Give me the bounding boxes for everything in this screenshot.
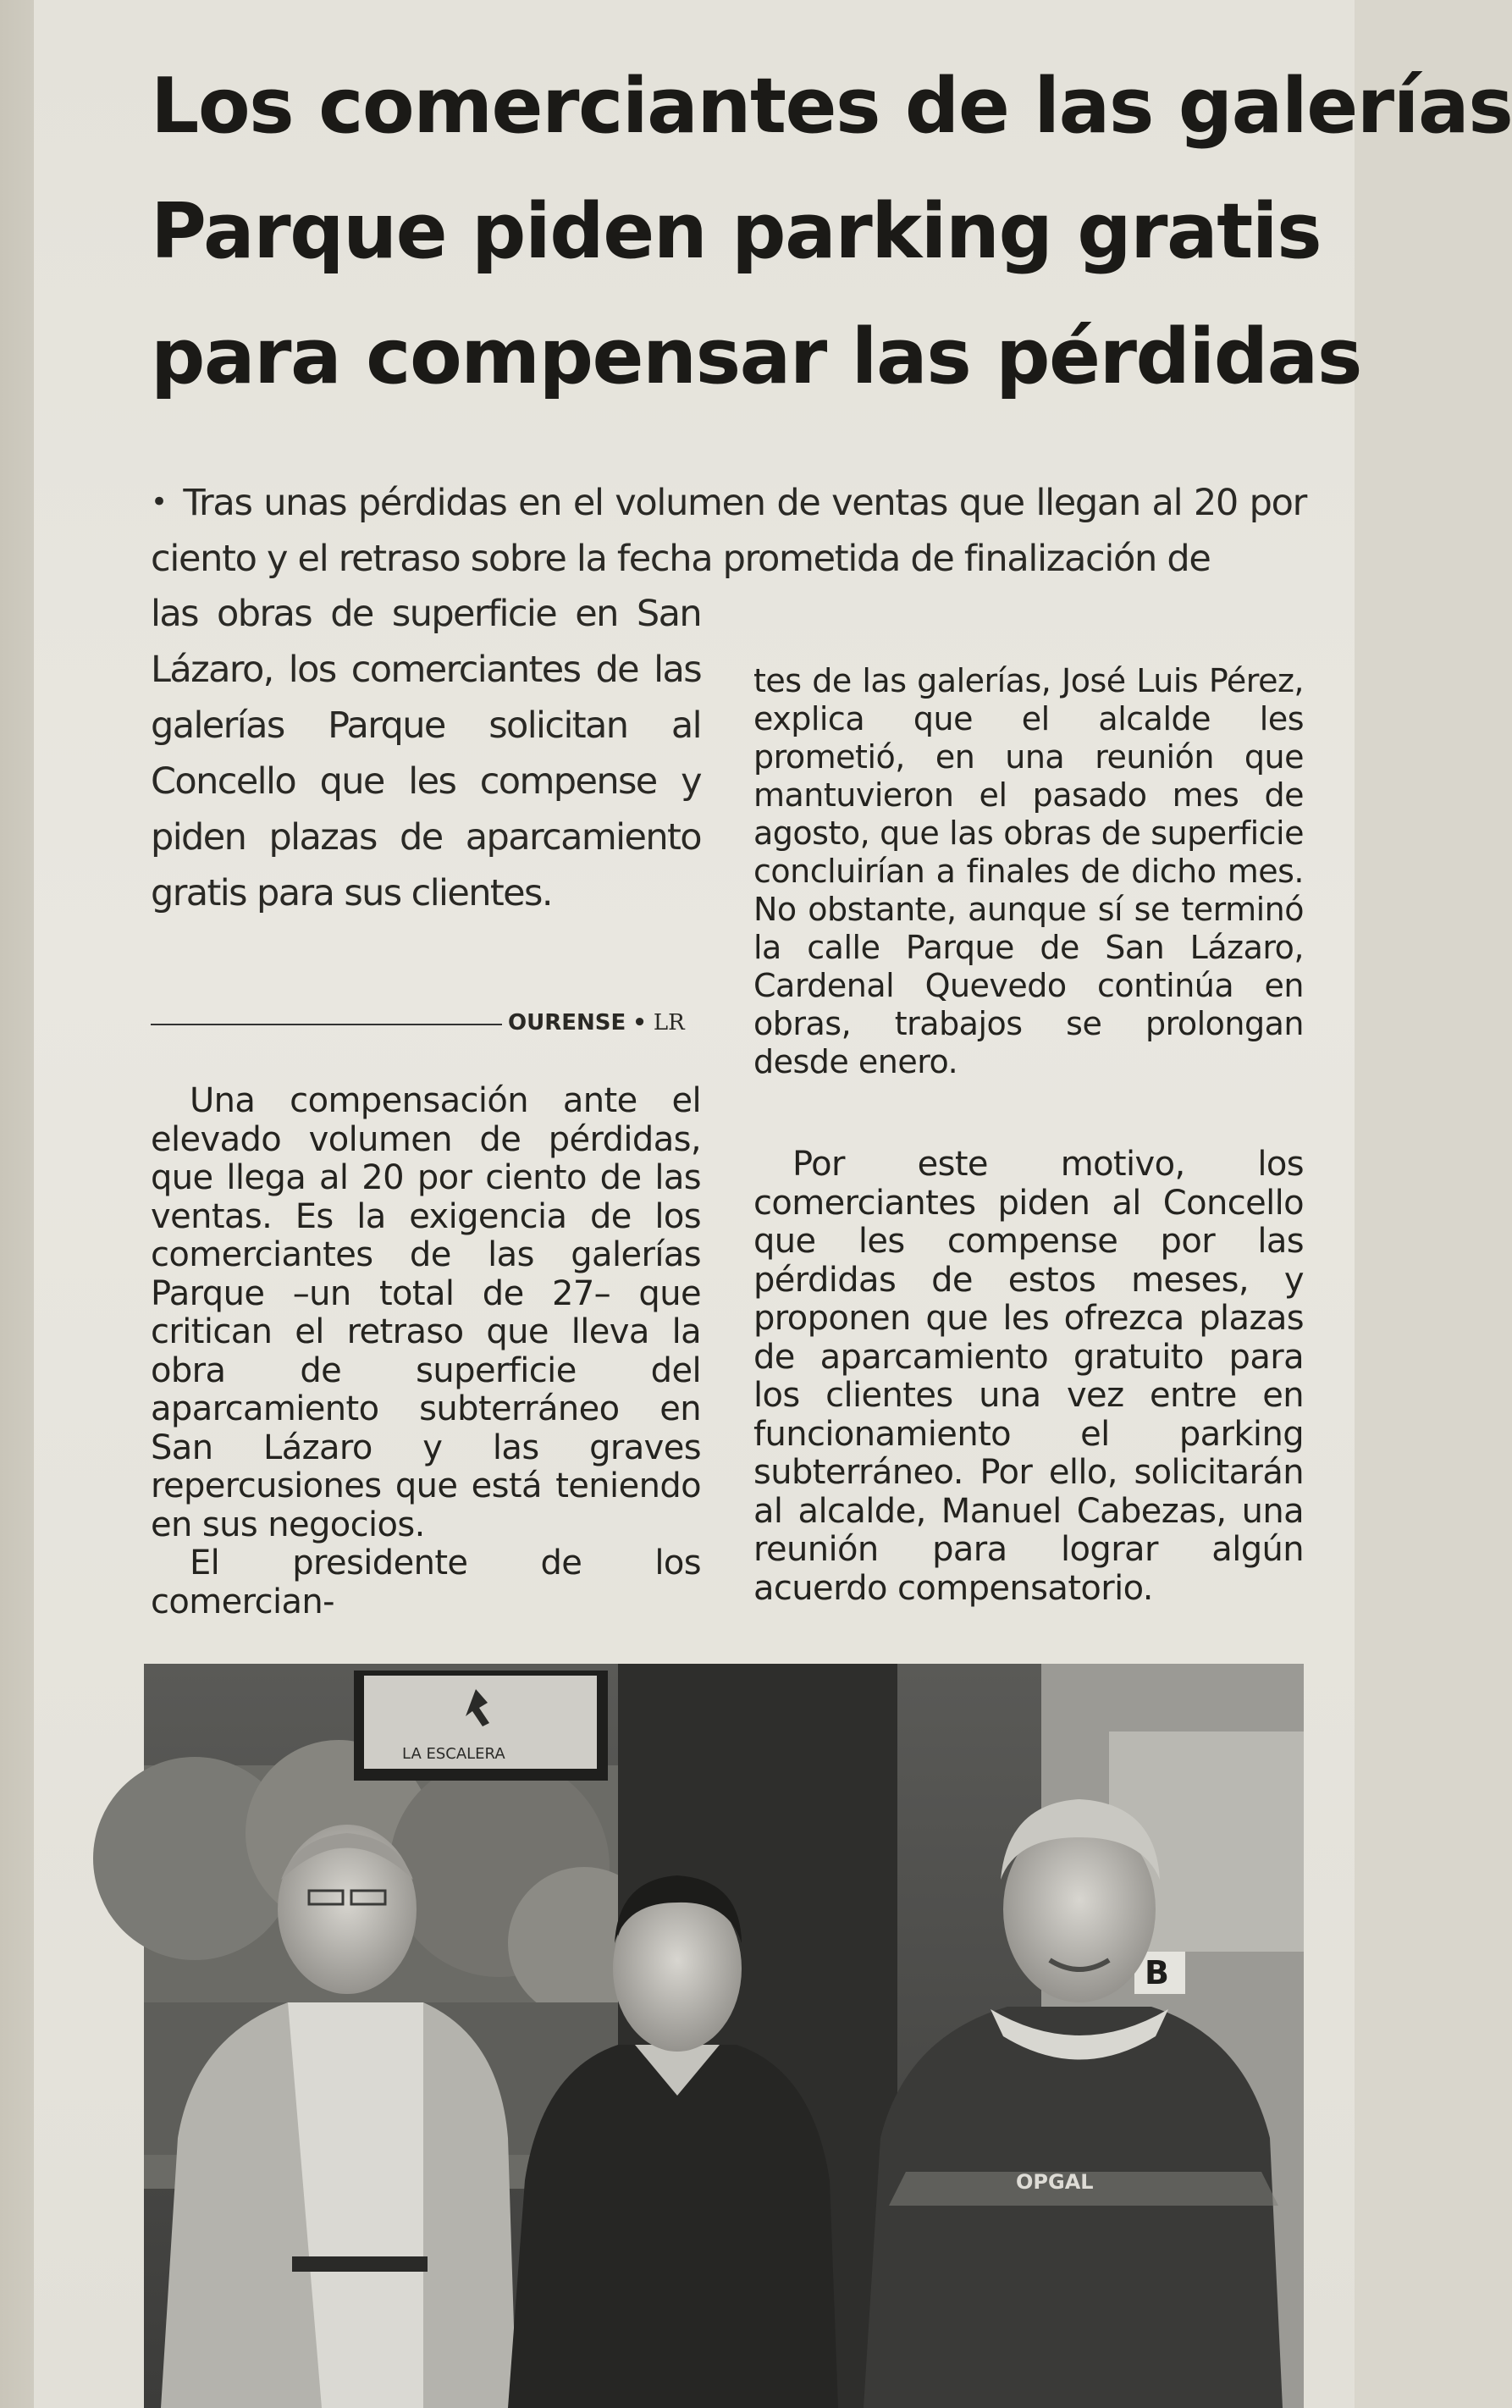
body-paragraph: tes de las galerías, José Luis Pérez, explica que el alcalde les prometió, en una reunión que mantuvieron el pasado mes de agosto, que las obras de superficie concluirían a finales de dicho mes. No obstante, aunque sí se terminó la calle Parque de San Lázaro, Cardenal Quevedo continúa en obras, trabajos se prolongan desde enero. (753, 662, 1304, 1080)
photo-illustration (144, 1664, 1304, 2408)
column-right (753, 1146, 1304, 1608)
bullet-icon: • (151, 485, 167, 519)
news-photo (144, 1664, 1304, 2408)
body-paragraph: Una compensación ante el elevado volumen de pérdidas, que llega al 20 por ciento de las ventas. Es la exigencia de los comerciantes de las galerías Parque –un total de 27– que critican el retraso que lleva la obra de superficie del aparcamiento subterráneo en San Lázaro y las graves repercusiones que está teniendo en sus negocios. (151, 1081, 701, 1544)
byline-separator: • (632, 1010, 647, 1036)
lead-text: Tras unas pérdidas en el volumen de ventas que llegan al 20 por ciento y el retraso sobre la fecha prometida de finalización de (151, 482, 1306, 580)
body-paragraph: Por este motivo, los comerciantes piden al Concello que les compense por las pérdidas de estos meses, y proponen que les ofrezca plazas de aparcamiento gratuito para los clientes una vez entre en funcionamiento el parking subterráneo. Por ello, solicitarán al alcalde, Manuel Cabezas, una reunión para lograr algún acuerdo compensatorio. (753, 1145, 1304, 1608)
headline-line-1: Los comerciantes de las galerías (151, 62, 1512, 151)
lead-continuation: las obras de superficie en San Lázaro, los comerciantes de las galerías Parque solicitan al Concello que les compense y piden plazas de aparcamiento gratis para sus clientes. (151, 593, 701, 914)
byline-place: OURENSE (508, 1010, 626, 1036)
body-paragraph: El presidente de los comercian- (151, 1544, 701, 1621)
shirt-logo-text: OPGAL (1016, 2170, 1094, 2194)
byline-rule (151, 1024, 502, 1025)
byline (508, 1010, 703, 1036)
store-sign-text: LA ESCALERA (402, 1745, 505, 1763)
lead-paragraph (151, 474, 1306, 587)
column-left (151, 1082, 701, 1621)
right-sign-letter: B (1145, 1954, 1169, 1991)
byline-initials: LR (653, 1010, 685, 1036)
headline-line-3: para compensar las pérdidas (151, 312, 1361, 401)
headline-line-2: Parque piden parking gratis (151, 187, 1322, 276)
column-right-top (753, 662, 1304, 1081)
headline (151, 44, 1512, 420)
